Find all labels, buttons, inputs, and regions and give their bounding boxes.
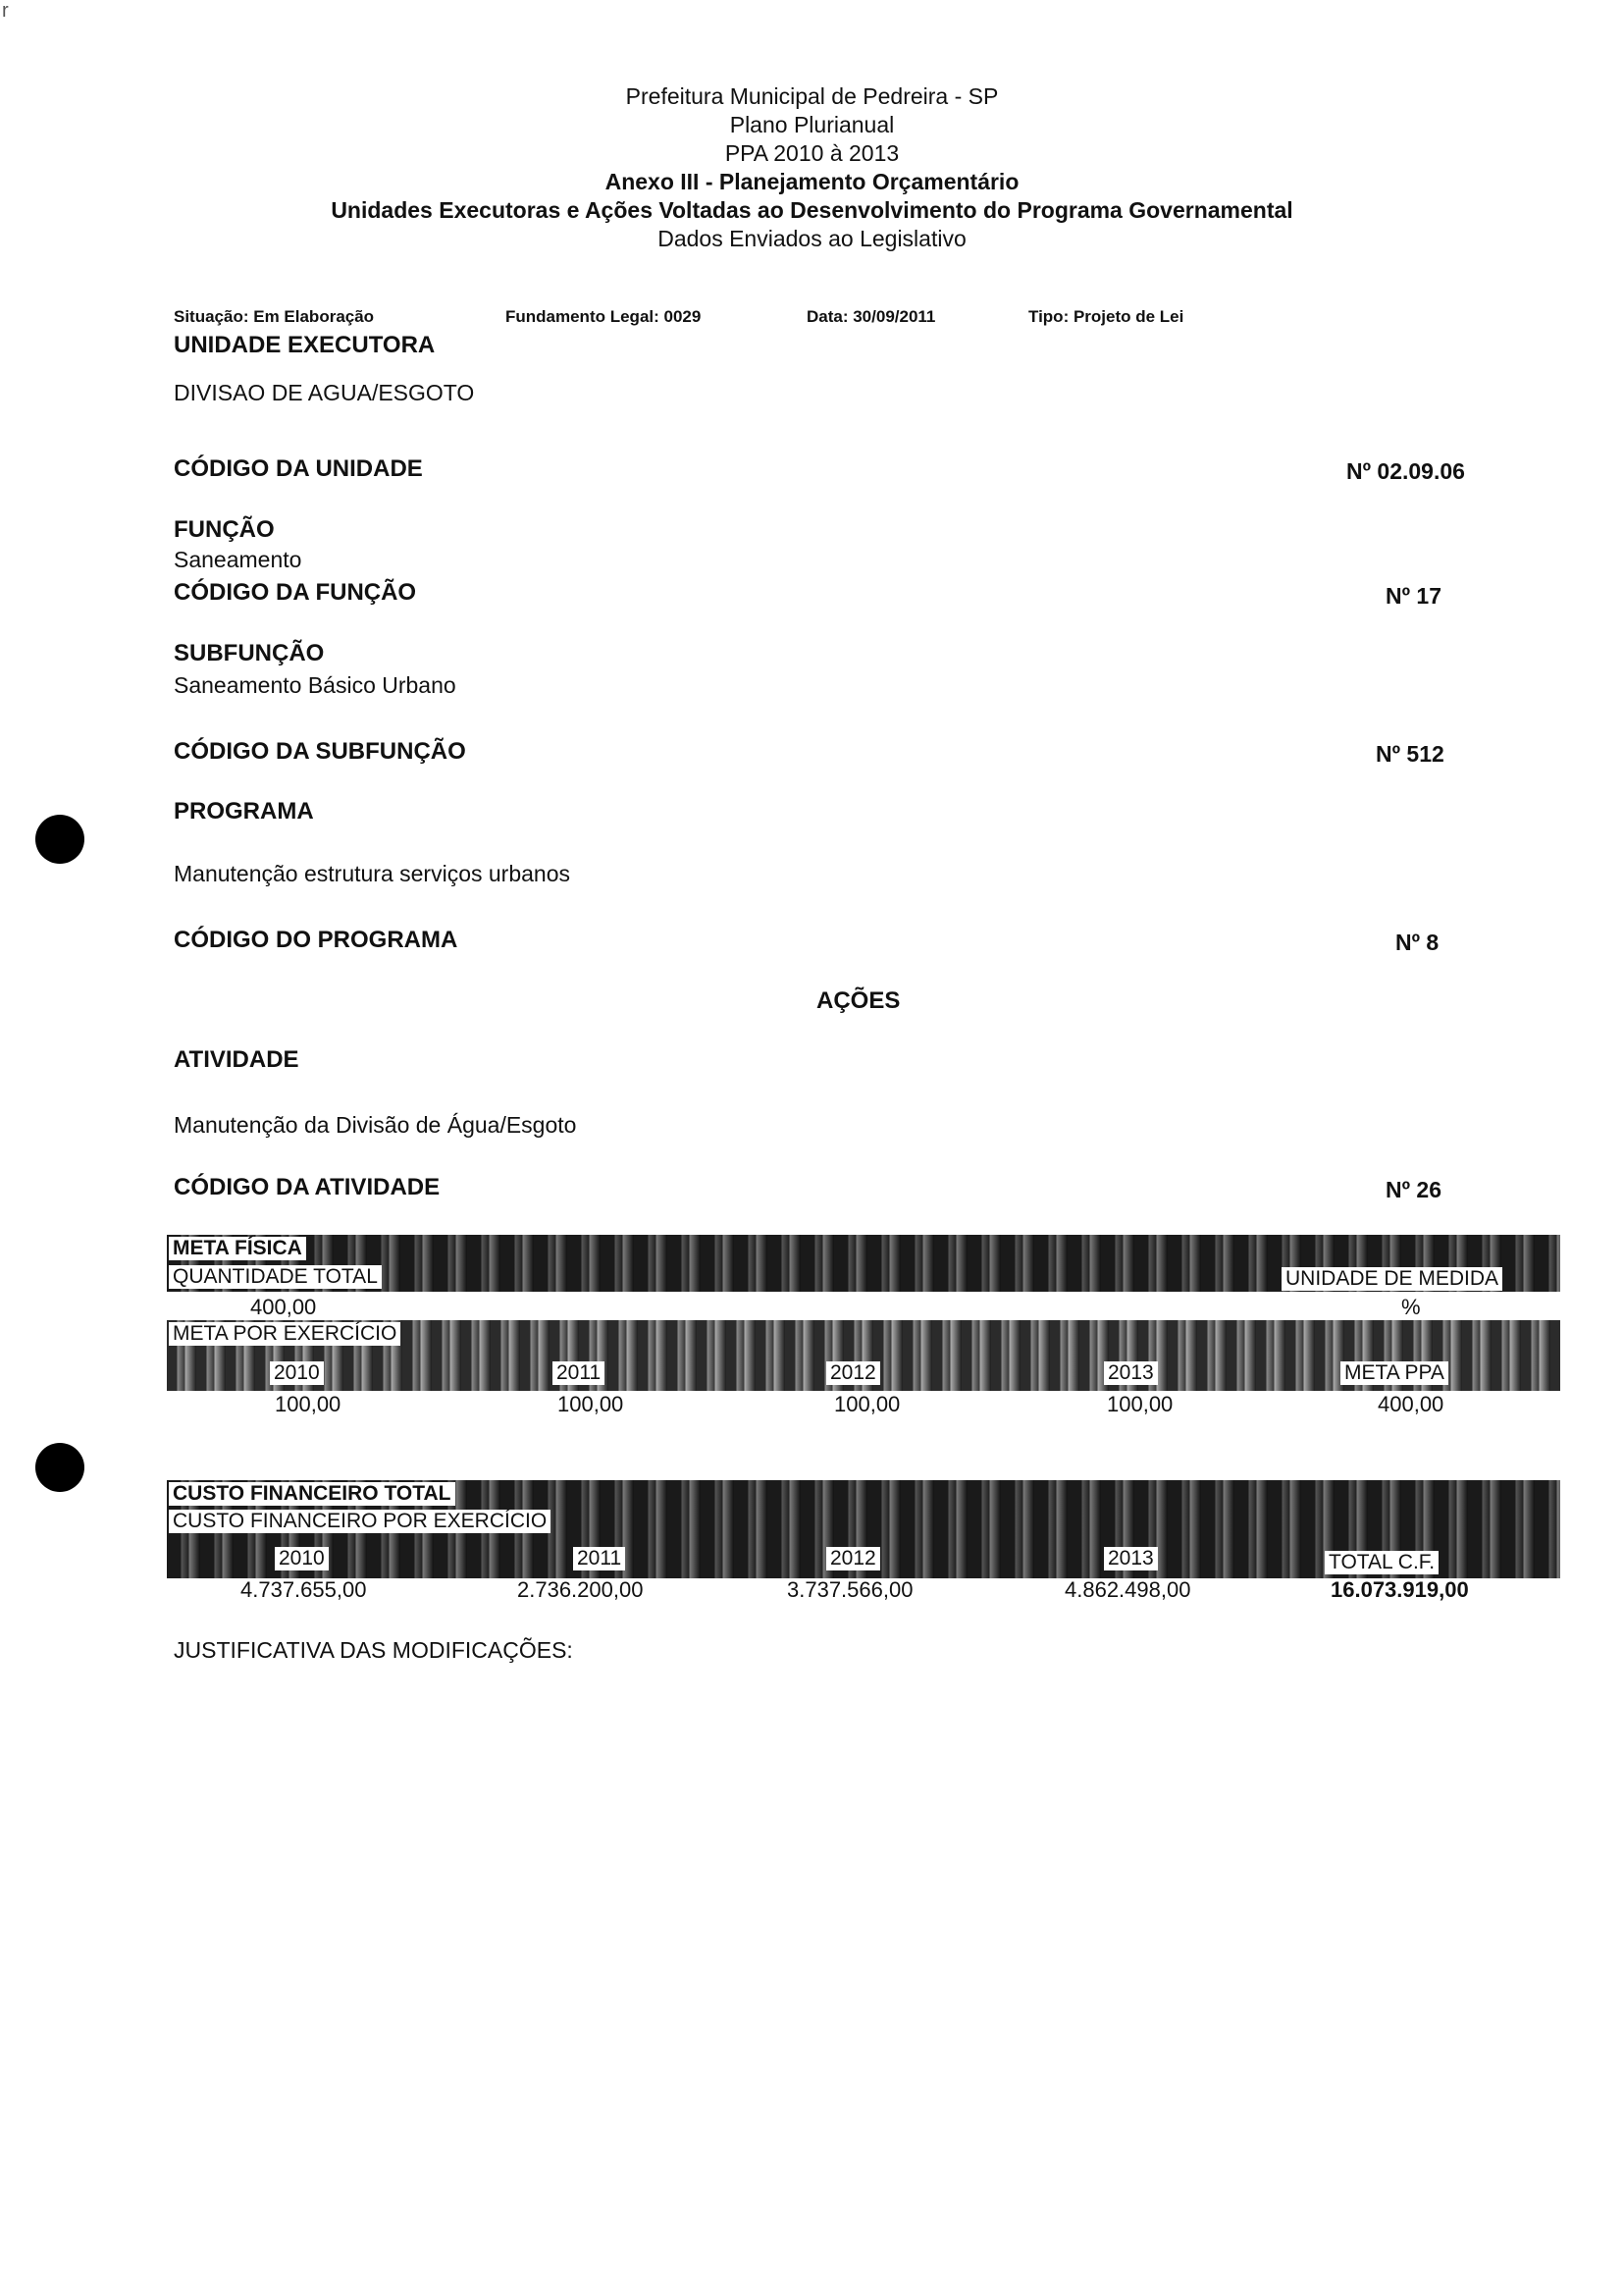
punch-hole-bottom <box>35 1443 84 1492</box>
data: Data: 30/09/2011 <box>807 307 936 326</box>
quantidade-total-value: 400,00 <box>250 1295 317 1319</box>
codigo-atividade-value: Nº 26 <box>1386 1177 1441 1202</box>
codigo-atividade-label: CÓDIGO DA ATIVIDADE <box>174 1174 441 1200</box>
header-annex: Anexo III - Planejamento Orçamentário <box>604 169 1020 194</box>
meta-year-2011: 2011 <box>552 1361 604 1385</box>
programa-label: PROGRAMA <box>174 798 314 825</box>
custo-value-2013: 4.862.498,00 <box>1065 1577 1191 1602</box>
acoes-title: AÇÕES <box>816 987 901 1014</box>
header-period: PPA 2010 à 2013 <box>724 140 900 166</box>
total-cf-label: TOTAL C.F. <box>1325 1551 1439 1574</box>
punch-hole-top <box>35 815 84 864</box>
fundamento-legal: Fundamento Legal: 0029 <box>505 307 702 326</box>
meta-value-2013: 100,00 <box>1107 1392 1174 1416</box>
atividade-value: Manutenção da Divisão de Água/Esgoto <box>174 1112 577 1138</box>
meta-ppa-label: META PPA <box>1340 1361 1448 1385</box>
subfuncao-label: SUBFUNÇÃO <box>174 640 325 666</box>
corner-mark: r <box>2 0 9 22</box>
header-subtitle: Unidades Executoras e Ações Voltadas ao Desenvolvimento do Programa Governamental <box>331 197 1293 223</box>
codigo-programa-value: Nº 8 <box>1395 930 1440 955</box>
custo-value-2011: 2.736.200,00 <box>517 1577 644 1602</box>
meta-year-2013: 2013 <box>1104 1361 1158 1385</box>
custo-year-2011: 2011 <box>573 1547 625 1570</box>
programa-value: Manutenção estrutura serviços urbanos <box>174 861 570 886</box>
funcao-label: FUNÇÃO <box>174 516 275 543</box>
codigo-funcao-label: CÓDIGO DA FUNÇÃO <box>174 579 417 606</box>
custo-value-2010: 4.737.655,00 <box>240 1577 367 1602</box>
justificativa-label: JUSTIFICATIVA DAS MODIFICAÇÕES: <box>174 1637 573 1663</box>
total-cf-value: 16.073.919,00 <box>1331 1577 1469 1602</box>
atividade-label: ATIVIDADE <box>174 1046 299 1073</box>
meta-ppa-value: 400,00 <box>1378 1392 1444 1416</box>
meta-value-2012: 100,00 <box>834 1392 901 1416</box>
tipo: Tipo: Projeto de Lei <box>1028 307 1184 326</box>
header-status: Dados Enviados ao Legislativo <box>657 226 967 251</box>
custo-financeiro-title: CUSTO FINANCEIRO TOTAL <box>169 1482 455 1506</box>
header-plan: Plano Plurianual <box>729 112 895 137</box>
meta-year-2010: 2010 <box>270 1361 324 1385</box>
codigo-subfuncao-label: CÓDIGO DA SUBFUNÇÃO <box>174 738 466 765</box>
custo-value-2012: 3.737.566,00 <box>787 1577 914 1602</box>
unidade-medida-value: % <box>1401 1295 1421 1319</box>
custo-year-2010: 2010 <box>275 1547 329 1570</box>
meta-value-2011: 100,00 <box>557 1392 624 1416</box>
subfuncao-value: Saneamento Básico Urbano <box>174 672 456 698</box>
codigo-subfuncao-value: Nº 512 <box>1376 741 1444 767</box>
codigo-unidade-label: CÓDIGO DA UNIDADE <box>174 455 423 482</box>
meta-fisica-title: META FÍSICA <box>169 1237 306 1260</box>
custo-por-exercicio-label: CUSTO FINANCEIRO POR EXERCÍCIO <box>169 1510 550 1533</box>
custo-year-2012: 2012 <box>826 1547 880 1570</box>
meta-por-exercicio-label: META POR EXERCÍCIO <box>169 1322 400 1346</box>
codigo-programa-label: CÓDIGO DO PROGRAMA <box>174 927 458 953</box>
document-header <box>0 82 1624 253</box>
meta-year-2012: 2012 <box>826 1361 880 1385</box>
header-municipality: Prefeitura Municipal de Pedreira - SP <box>625 83 999 109</box>
situacao: Situação: Em Elaboração <box>174 307 375 326</box>
codigo-funcao-value: Nº 17 <box>1386 583 1441 609</box>
quantidade-total-label: QUANTIDADE TOTAL <box>169 1265 382 1289</box>
unidade-executora-value: DIVISAO DE AGUA/ESGOTO <box>174 380 475 405</box>
codigo-unidade-value: Nº 02.09.06 <box>1346 458 1465 484</box>
unidade-medida-label: UNIDADE DE MEDIDA <box>1282 1267 1502 1291</box>
unidade-executora-label: UNIDADE EXECUTORA <box>174 332 436 358</box>
custo-year-2013: 2013 <box>1104 1547 1158 1570</box>
meta-value-2010: 100,00 <box>275 1392 341 1416</box>
funcao-value: Saneamento <box>174 547 302 572</box>
